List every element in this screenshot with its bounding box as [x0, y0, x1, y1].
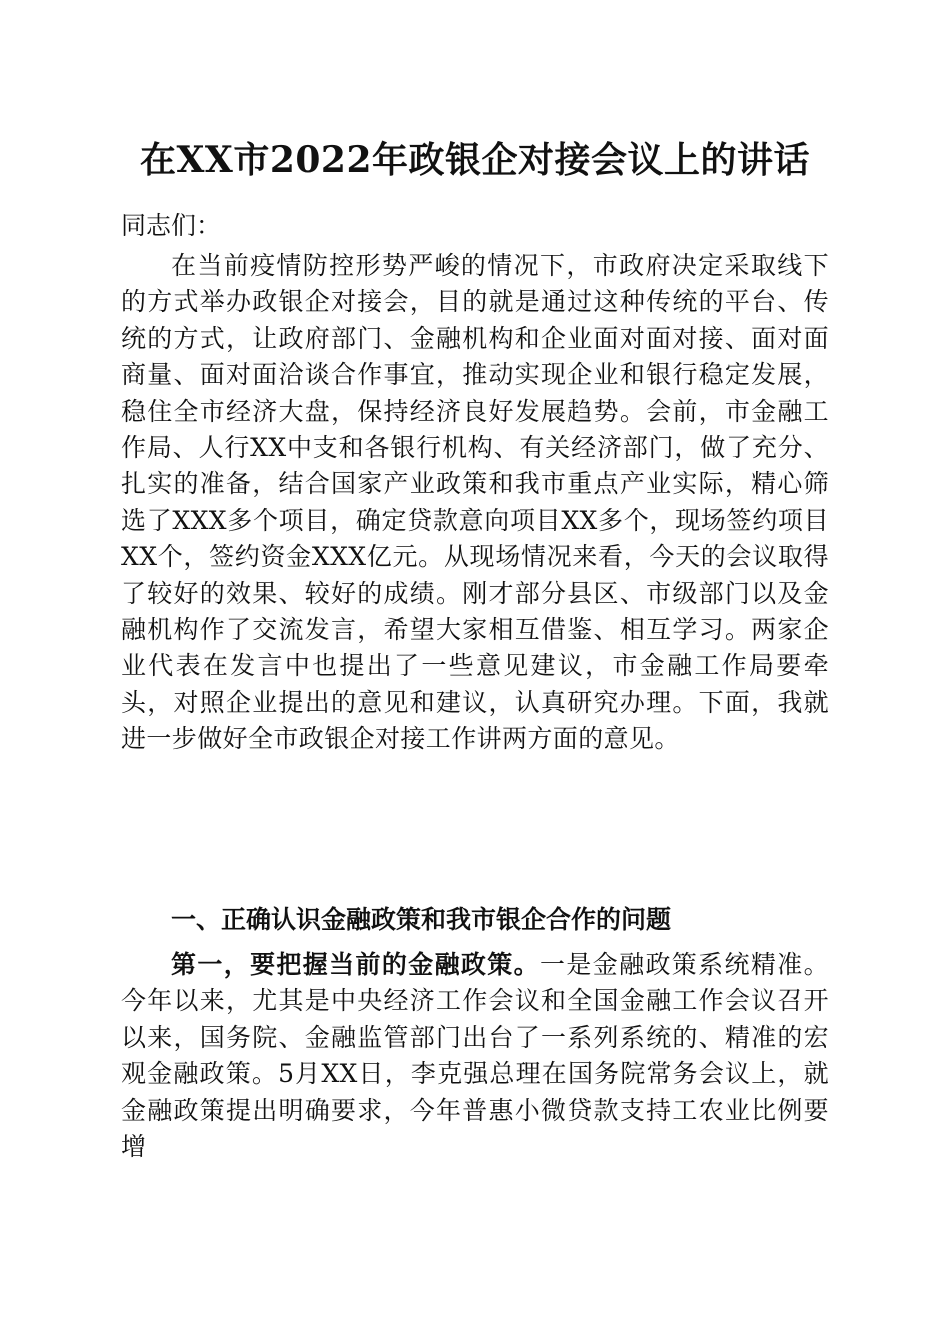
paragraph-lead: 第一，要把握当前的金融政策。 — [171, 950, 541, 979]
paragraph-intro: 在当前疫情防控形势严峻的情况下，市政府决定采取线下的方式举办政银企对接会，目的就是通过这种传统的平台、传统的方式，让政府部门、金融机构和企业面对面对接、面对面商量、面对面洽谈合作事宜，推动实现企业和银行稳定发展，稳住全市经济大盘，保持经济良好发展趋势。会前，市金融工作局、人行XX中支和各银行机构、有关经济部门，做了充分、扎实的准备，结合国家产业政策和我市重点产业实际，精心筛选了XXX多个项目，确定贷款意向项目XX多个，现场签约项目XX个，签约资金XXX亿元。从现场情况来看，今天的会议取得了较好的效果、较好的成绩。刚才部分县区、市级部门以及金融机构作了交流发言，希望大家相互借鉴、相互学习。两家企业代表在发言中也提出了一些意见建议，市金融工作局要牵头，对照企业提出的意见和建议，认真研究办理。下面，我就进一步做好全市政银企对接工作讲两方面的意见。 — [121, 251, 829, 754]
document-title: 在XX市2022年政银企对接会议上的讲话 — [139, 139, 811, 181]
paragraph-financial-policy — [121, 947, 829, 1165]
section-heading-1: 一、正确认识金融政策和我市银企合作的问题 — [171, 905, 672, 934]
salutation: 同志们： — [121, 211, 222, 240]
paragraph-body: 一是金融政策系统精准。今年以来，尤其是中央经济工作会议和全国金融工作会议召开以来，国务院、金融监管部门出台了一系列系统的、精准的宏观金融政策。5月XX日，李克强总理在国务院常务会议上，就金融政策提出明确要求，今年普惠小微贷款支持工农业比例要增 — [121, 950, 829, 1162]
